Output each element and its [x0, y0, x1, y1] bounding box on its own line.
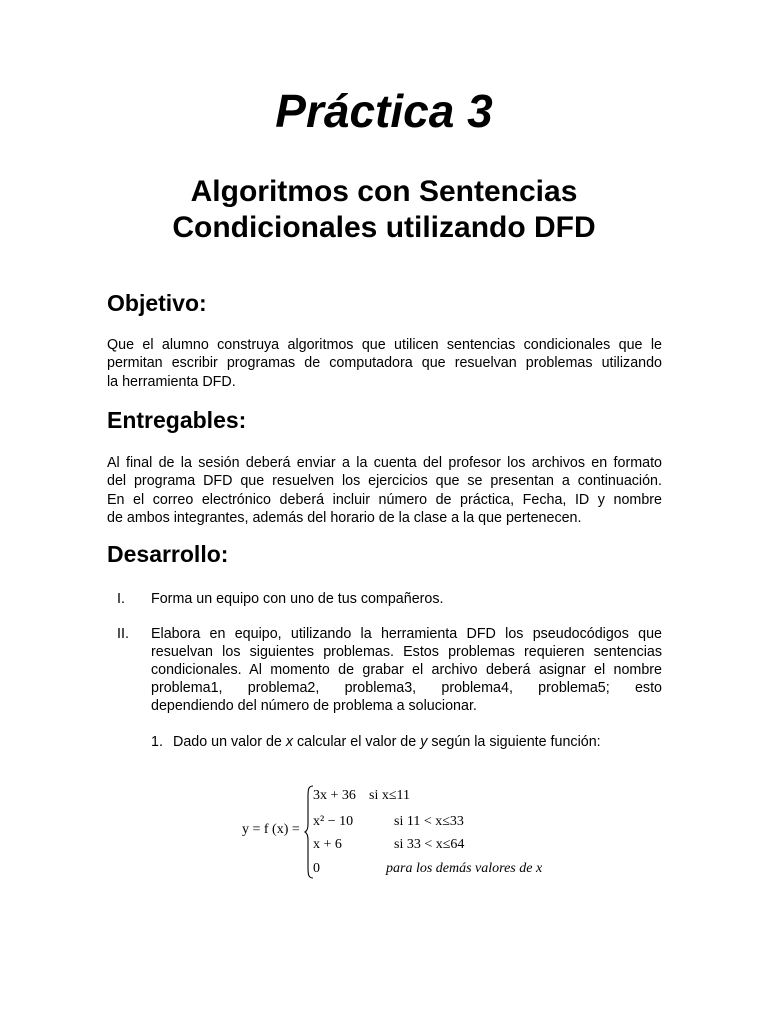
paragraph-line: de ambos integrantes, además del horario de la clase a la que pertenecen.	[107, 510, 582, 527]
case-expression: 3x + 36	[313, 788, 356, 803]
case-expression: 0	[313, 861, 320, 876]
sub-item-text: calcular el valor de	[293, 734, 421, 750]
subtitle-line: Condicionales utilizando DFD	[172, 211, 596, 244]
paragraph-line: la herramienta DFD.	[107, 373, 236, 390]
sub-item	[151, 733, 601, 751]
page-title: Práctica 3	[275, 85, 493, 137]
case-condition: si 33 < x≤64	[394, 837, 465, 852]
variable-y: y	[420, 734, 428, 750]
list-item-line: problema1, problema2, problema3, problema4, problema5; esto	[151, 680, 662, 696]
case-expression: x + 6	[313, 837, 342, 852]
sub-item-number: 1.	[151, 734, 163, 750]
list-item-line: dependiendo del número de problema a solucionar.	[151, 698, 477, 714]
page-subtitle	[0, 174, 768, 246]
list-numeral: I.	[117, 591, 125, 607]
piecewise-function	[240, 780, 580, 880]
sub-item-text: según la siguiente función:	[427, 734, 601, 750]
objetivo-heading: Objetivo:	[107, 290, 207, 316]
objetivo-paragraph	[107, 336, 662, 391]
case-condition: si x≤11	[369, 788, 411, 803]
subtitle-line: Algoritmos con Sentencias	[190, 175, 578, 208]
case-condition: para los demás valores de x	[386, 861, 543, 876]
function-lhs: y = f (x) =	[242, 822, 300, 837]
paragraph-line: En el correo electrónico deberá incluir número de práctica, Fecha, ID y nombre	[107, 491, 662, 508]
entregables-heading: Entregables:	[107, 407, 247, 433]
list-item-line: condicionales. Al momento de grabar el archivo deberá asignar el nombre	[151, 662, 662, 678]
list-item	[151, 625, 662, 715]
case-expression: x² − 10	[313, 814, 354, 829]
list-item	[151, 590, 662, 608]
paragraph-line: permitan escribir programas de computadora que resuelvan problemas utilizando	[107, 355, 662, 372]
list-numeral: II.	[117, 626, 129, 642]
entregables-paragraph	[107, 454, 662, 528]
paragraph-line: Al final de la sesión deberá enviar a la cuenta del profesor los archivos en formato	[107, 455, 662, 471]
sub-item-text: Dado un valor de	[173, 734, 286, 750]
list-item-line: Forma un equipo con uno de tus compañeros.	[151, 591, 444, 607]
list-item-line: resuelvan los siguientes problemas. Estos problemas requieren sentencias	[151, 644, 662, 660]
paragraph-line: Que el alumno construya algoritmos que utilicen sentencias condicionales que le	[107, 337, 662, 353]
list-item-line: Elabora en equipo, utilizando la herramienta DFD los pseudocódigos que	[151, 626, 662, 642]
case-condition: si 11 < x≤33	[394, 814, 464, 829]
desarrollo-heading: Desarrollo:	[107, 541, 229, 567]
paragraph-line: del programa DFD que resuelven los ejercicios que se presentan a continuación.	[107, 473, 662, 490]
variable-x: x	[285, 734, 294, 750]
